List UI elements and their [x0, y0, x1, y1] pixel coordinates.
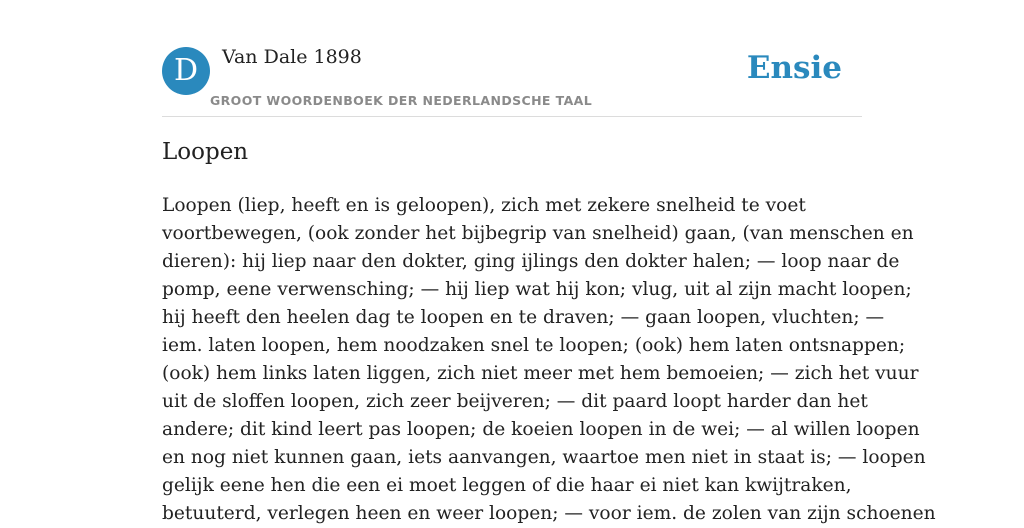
definition-line: pomp, eene verwensching; — hij liep wat hij kon; vlug, uit al zijn macht loopen;	[162, 279, 912, 300]
entry-headword: Loopen	[162, 139, 249, 165]
definition-line: Loopen (liep, heeft en is geloopen), zich met zekere snelheid te voet	[162, 195, 806, 216]
definition-line: en nog niet kunnen gaan, iets aanvangen, waartoe men niet in staat is; — loopen	[162, 447, 926, 468]
dictionary-title[interactable]: Van Dale 1898	[222, 46, 362, 68]
definition-line: gelijk eene hen die een ei moet leggen of die haar ei niet kan kwijtraken,	[162, 475, 852, 496]
site-header	[162, 0, 862, 117]
definition-line: uit de sloffen loopen, zich zeer beijveren; — dit paard loopt harder dan het	[162, 391, 868, 412]
definition-line: betuuterd, verlegen heen en weer loopen; — voor iem. de zolen van zijn schoenen	[162, 503, 936, 524]
brand-logo[interactable]: Ensie	[746, 50, 842, 86]
definition-line: voortbewegen, (ook zonder het bijbegrip van snelheid) gaan, (van menschen en	[162, 223, 914, 244]
entry-definition	[162, 192, 936, 528]
definition-line: dieren): hij liep naar den dokter, ging ijlings den dokter halen; — loop naar de	[162, 251, 900, 272]
definition-line: (ook) hem links laten liggen, zich niet meer met hem bemoeien; — zich het vuur	[162, 363, 919, 384]
dictionary-logo[interactable]: D	[162, 47, 210, 95]
dictionary-subtitle: GROOT WOORDENBOEK DER NEDERLANDSCHE TAAL	[210, 93, 593, 108]
definition-line: hij heeft den heelen dag te loopen en te draven; — gaan loopen, vluchten; —	[162, 307, 885, 328]
definition-line: andere; dit kind leert pas loopen; de koeien loopen in de wei; — al willen loopen	[162, 419, 920, 440]
definition-line: iem. laten loopen, hem noodzaken snel te loopen; (ook) hem laten ontsnappen;	[162, 335, 906, 356]
